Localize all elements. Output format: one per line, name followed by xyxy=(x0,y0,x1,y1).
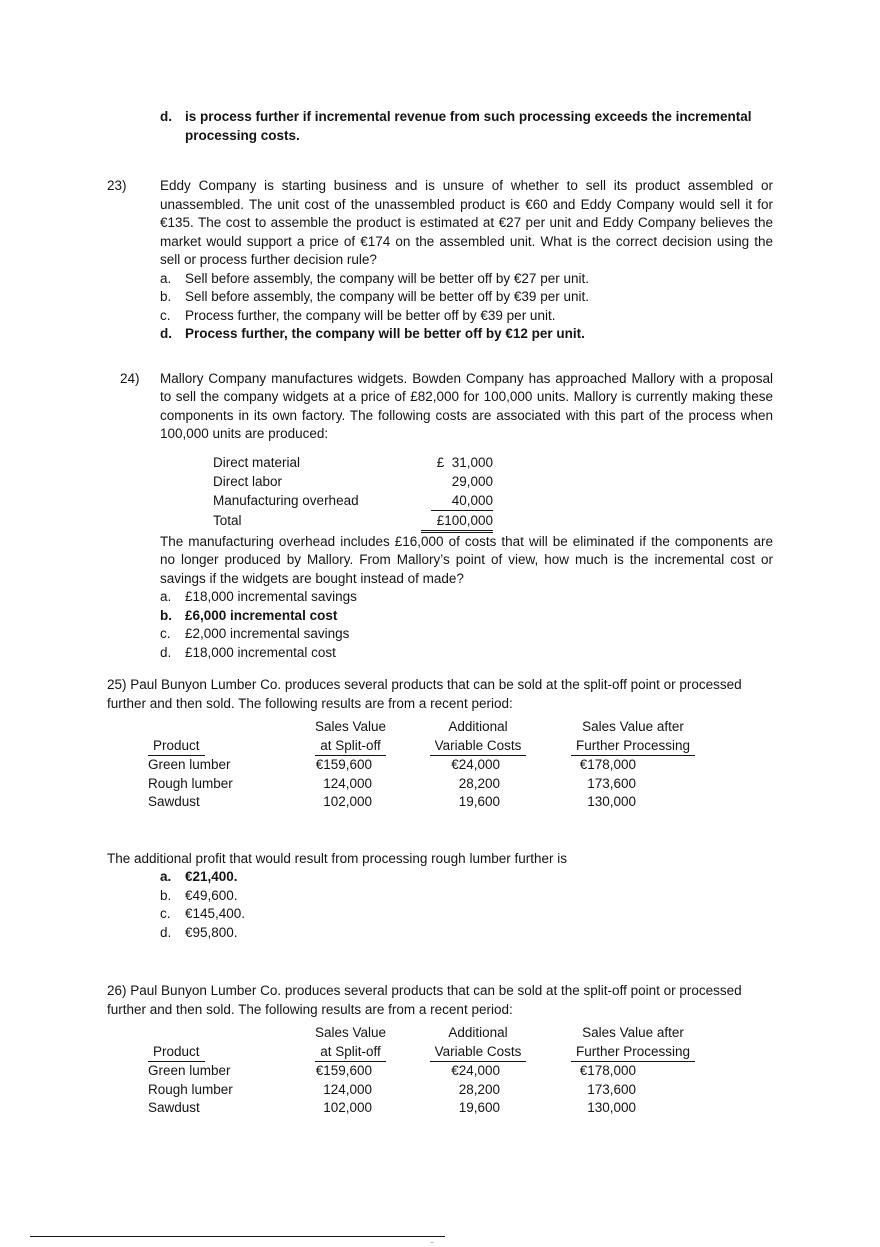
header-cell: Sales Value xyxy=(314,1025,387,1040)
q24-option-c xyxy=(107,625,773,644)
splitoff-cell: €159,600 xyxy=(315,757,372,772)
header-cell xyxy=(298,737,403,757)
option-text: Process further, the company will be better off by €12 per unit. xyxy=(185,326,585,341)
header-cell: Sales Value after xyxy=(582,719,684,734)
underlined-header: at Split-off xyxy=(315,1043,386,1063)
question-26 xyxy=(107,982,773,1019)
table-header-line1 xyxy=(148,718,773,737)
product-cell: Rough lumber xyxy=(148,775,233,791)
option-label: d. xyxy=(160,644,172,660)
after-cell: €178,000 xyxy=(579,757,636,772)
q23-option-a xyxy=(107,270,773,289)
table-row xyxy=(148,775,773,794)
after-cell: 130,000 xyxy=(587,1100,636,1115)
cost-value: £ 31,000 xyxy=(436,454,493,470)
table-row xyxy=(148,1099,773,1118)
product-cell: Green lumber xyxy=(148,1063,231,1078)
option-label: b. xyxy=(160,887,172,903)
question-24 xyxy=(107,370,773,444)
product-cell: Rough lumber xyxy=(148,1081,233,1097)
question-text: Paul Bunyon Lumber Co. produces several products that can be sold at the split-off point or processed further and then sold. The following results are from a recent period: xyxy=(107,677,742,711)
footer-mark: .. xyxy=(430,1238,434,1245)
option-text: £6,000 incremental cost xyxy=(185,607,338,623)
underlined-header: Further Processing xyxy=(571,1043,695,1063)
cost-value xyxy=(413,511,493,533)
q25-stem: The additional profit that would result from processing rough lumber further is xyxy=(107,850,567,866)
table-row xyxy=(148,756,773,775)
lumber-table-q26 xyxy=(148,1024,773,1118)
option-label: a. xyxy=(160,589,172,604)
spacer xyxy=(107,533,160,589)
addcost-cell: 19,600 xyxy=(458,794,500,809)
table-header-line2 xyxy=(148,737,773,757)
after-cell: €178,000 xyxy=(579,1063,636,1078)
q24-option-b-correct xyxy=(107,607,773,626)
table-row xyxy=(148,1081,773,1100)
q24-followup-text xyxy=(107,533,773,589)
option-text: Process further, the company will be better off by €39 per unit. xyxy=(185,307,556,323)
cost-row xyxy=(213,472,773,491)
q25-option-b xyxy=(107,887,773,906)
q23-option-c xyxy=(107,307,773,326)
option-text: Sell before assembly, the company will be better off by €39 per unit. xyxy=(185,289,589,304)
header-cell xyxy=(148,718,298,737)
cost-schedule xyxy=(213,453,773,533)
header-cell xyxy=(148,1043,298,1063)
question-number: 25) xyxy=(107,677,127,692)
header-cell: Additional xyxy=(448,719,508,734)
cost-value xyxy=(413,491,493,511)
option-label: b. xyxy=(160,289,172,304)
cost-row-total xyxy=(213,511,773,533)
question-number: 26) xyxy=(107,983,127,998)
header-cell: Additional xyxy=(448,1025,508,1040)
option-text: £18,000 incremental cost xyxy=(185,644,336,660)
q24-option-d xyxy=(107,644,773,663)
option-label: c. xyxy=(160,307,171,323)
option-label: d. xyxy=(160,924,172,940)
splitoff-cell: 102,000 xyxy=(323,1100,372,1115)
after-cell: 173,600 xyxy=(587,1081,636,1097)
splitoff-cell: 124,000 xyxy=(323,1081,372,1097)
cost-label: Direct labor xyxy=(213,473,283,489)
option-label: a. xyxy=(160,270,172,286)
option-label: d. xyxy=(160,109,172,124)
q23-option-b xyxy=(107,288,773,307)
cost-label: Direct material xyxy=(213,454,301,470)
q24-option-a xyxy=(107,588,773,607)
header-cell xyxy=(413,737,543,757)
option-text: €21,400. xyxy=(185,869,238,884)
option-label: c. xyxy=(160,626,171,641)
question-number: 23) xyxy=(107,178,127,193)
question-text: Eddy Company is starting business and is unsure of whether to sell its product assembled or unassembled. The unit cost of the unassembled product is €60 and Eddy Company would sell it for €135. The cost to assemble the product is estimated at €27 per unit and Eddy Company believes the market would support a price of €174 on the assembled unit. What is the correct decision using the sell or process further decision rule? xyxy=(160,178,773,267)
header-cell: Sales Value xyxy=(314,719,387,734)
header-cell: Sales Value after xyxy=(582,1025,684,1040)
addcost-cell: 28,200 xyxy=(458,775,500,791)
option-text: is process further if incremental revenue from such processing exceeds the incremental processing costs. xyxy=(185,109,752,143)
table-header-line1 xyxy=(148,1024,773,1043)
header-cell xyxy=(548,737,718,757)
footer-separator-line xyxy=(30,1236,445,1237)
header-cell xyxy=(148,1024,298,1043)
underlined-header: Further Processing xyxy=(571,737,695,757)
option-label: d. xyxy=(160,326,172,341)
splitoff-cell: 124,000 xyxy=(323,775,372,791)
question-23 xyxy=(107,177,773,270)
option-label: a. xyxy=(160,869,172,884)
question-text: The manufacturing overhead includes £16,000 of costs that will be eliminated if the components are no longer produced by Mallory. From Mallory’s point of view, how much is the incremental cost or savings if the widgets are bought instead of made? xyxy=(160,533,773,586)
header-cell xyxy=(413,1043,543,1063)
q25-option-c xyxy=(107,905,773,924)
product-cell: Green lumber xyxy=(148,757,231,772)
underlined-header: at Split-off xyxy=(315,737,386,757)
option-label: b. xyxy=(160,607,172,623)
table-header-line2 xyxy=(148,1043,773,1063)
cost-label: Total xyxy=(213,512,242,528)
table-row xyxy=(148,793,773,812)
underlined-subtotal: 40,000 xyxy=(431,491,493,511)
question-text: Paul Bunyon Lumber Co. produces several products that can be sold at the split-off point or processed further and then sold. The following results are from a recent period: xyxy=(107,983,742,1017)
question-25 xyxy=(107,676,773,713)
cost-value: 29,000 xyxy=(451,473,493,489)
addcost-cell: €24,000 xyxy=(451,757,500,772)
cost-label: Manufacturing overhead xyxy=(213,492,359,508)
cost-row xyxy=(213,453,773,472)
q25-option-a-correct xyxy=(107,868,773,887)
addcost-cell: 19,600 xyxy=(458,1100,500,1115)
option-label: c. xyxy=(160,906,171,921)
header-cell xyxy=(548,1043,718,1063)
after-cell: 130,000 xyxy=(587,794,636,809)
splitoff-cell: 102,000 xyxy=(323,794,372,809)
q25-option-d xyxy=(107,924,773,943)
cost-row xyxy=(213,491,773,511)
after-cell: 173,600 xyxy=(587,775,636,791)
splitoff-cell: €159,600 xyxy=(315,1063,372,1078)
option-text: €95,800. xyxy=(185,924,238,940)
underlined-header: Variable Costs xyxy=(430,737,527,757)
double-underlined-total: £100,000 xyxy=(421,511,493,533)
underlined-header: Product xyxy=(148,1043,205,1063)
lumber-table-q25 xyxy=(148,718,773,812)
addcost-cell: 28,200 xyxy=(458,1081,500,1097)
question-number: 24) xyxy=(120,370,140,386)
option-text: €145,400. xyxy=(185,906,246,921)
question-text: Mallory Company manufactures widgets. Bowden Company has approached Mallory with a proposal to sell the company widgets at a price of £82,000 for 100,000 units. Mallory is currently making these components in its own factory. The following costs are associated with this part of the process when 100,000 units are produced: xyxy=(160,370,773,441)
underlined-header: Variable Costs xyxy=(430,1043,527,1063)
header-cell xyxy=(298,1043,403,1063)
option-text: €49,600. xyxy=(185,887,238,903)
product-cell: Sawdust xyxy=(148,1100,200,1115)
option-text: Sell before assembly, the company will be better off by €27 per unit. xyxy=(185,270,589,286)
header-cell xyxy=(148,737,298,757)
option-text: £18,000 incremental savings xyxy=(185,589,357,604)
addcost-cell: €24,000 xyxy=(451,1063,500,1078)
table-row xyxy=(148,1062,773,1081)
intro-answer-item xyxy=(107,108,773,145)
q23-option-d-correct xyxy=(107,325,773,344)
option-text: £2,000 incremental savings xyxy=(185,626,350,641)
underlined-header: Product xyxy=(148,737,205,757)
product-cell: Sawdust xyxy=(148,794,200,809)
